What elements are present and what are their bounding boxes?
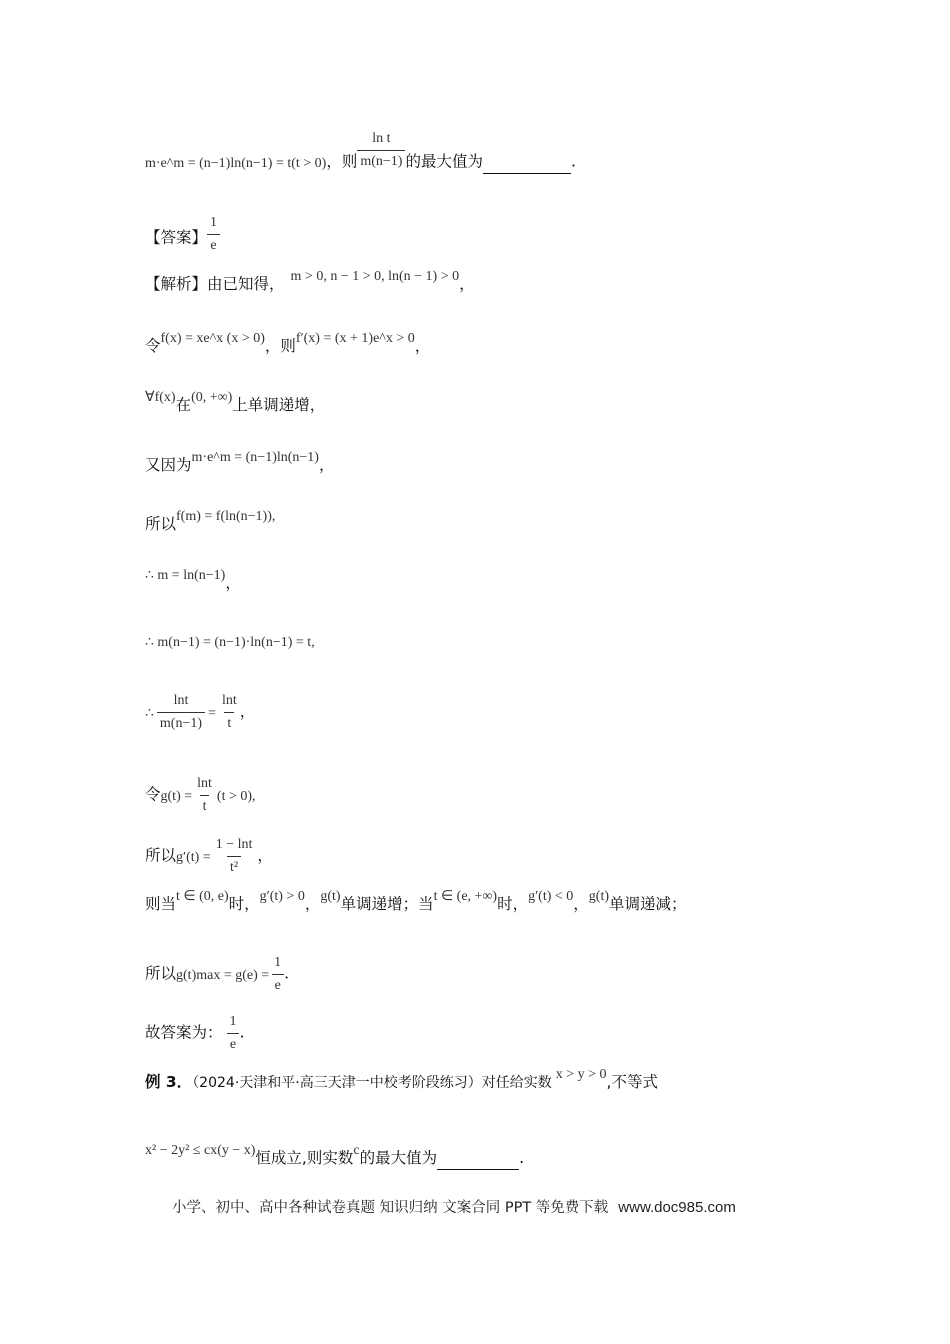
fraction-numerator: lnt	[173, 693, 189, 708]
text: 时，	[497, 895, 529, 913]
footer-text: 小学、初中、高中各种试卷真题 知识归纳 文案合同 PPT 等免费下载	[172, 1200, 609, 1216]
text: 所以	[145, 515, 177, 533]
text: 的最大值为	[405, 152, 483, 171]
text: 时，	[228, 895, 260, 913]
equation: m·e^m = (n−1)ln(n−1)	[191, 450, 319, 465]
answer-blank	[483, 151, 571, 174]
derivation-line	[145, 331, 431, 359]
fraction-denominator: t²	[227, 856, 241, 879]
equation: f(x) = xe^x (x > 0)	[160, 331, 265, 346]
equation: f(m) = f(ln(n−1)),	[176, 509, 276, 524]
derivation-line	[145, 509, 276, 537]
text: 则当	[145, 895, 177, 913]
equation: g(t) =	[160, 788, 193, 804]
fraction-denominator: e	[272, 974, 284, 997]
fraction-numerator: lnt	[221, 693, 237, 708]
text: .	[570, 152, 576, 171]
equation: g(t)	[588, 889, 609, 904]
fraction-numerator: 1	[210, 215, 218, 230]
equals-sign: =	[208, 705, 216, 721]
equation: g′(t) =	[176, 849, 211, 865]
equation: t ∈ (e, +∞)	[433, 889, 498, 904]
text: ，	[225, 574, 241, 592]
fraction	[157, 690, 205, 735]
fraction	[194, 773, 215, 818]
equation: ∴ m = ln(n−1)	[145, 568, 226, 583]
text: 所以	[145, 964, 177, 983]
fraction	[213, 834, 256, 879]
equation: m > 0, n − 1 > 0, ln(n − 1) > 0	[290, 269, 460, 284]
fraction-denominator: e	[227, 1033, 239, 1056]
text: ，	[257, 846, 273, 865]
text: ，	[414, 337, 431, 355]
text: 单调递增；当	[340, 895, 434, 913]
derivation-line	[145, 690, 255, 735]
answer-label: 【答案】	[145, 228, 208, 247]
fraction-numerator: 1 − lnt	[215, 837, 253, 852]
equation: x > y > 0	[555, 1067, 607, 1082]
text: 又因为	[145, 456, 192, 474]
example-heading	[145, 1067, 658, 1095]
equation: ∴ m(n−1) = (n−1)·ln(n−1) = t,	[145, 635, 315, 650]
fraction-denominator: t	[224, 712, 234, 735]
derivation-line	[145, 889, 687, 917]
text: ，则	[326, 152, 358, 171]
derivation-line	[145, 834, 273, 879]
equation: c	[353, 1143, 360, 1158]
equation: g′(t) < 0	[528, 889, 574, 904]
analysis-label: 【解析】	[145, 275, 208, 293]
text: .	[519, 1149, 525, 1167]
fraction	[219, 690, 240, 735]
text: 所以	[145, 846, 177, 865]
text: ，	[304, 895, 321, 913]
example-question	[145, 1143, 525, 1171]
analysis-line	[145, 269, 475, 297]
text: ，则	[264, 337, 296, 355]
text: （2024·天津和平·高三天津一中校考阶段练习）对任给实数	[192, 1075, 552, 1091]
text: 单调递减；	[609, 895, 687, 913]
text: ,不等式	[606, 1073, 658, 1091]
fraction-numerator: ln t	[372, 131, 391, 146]
equation: m·e^m = (n−1)ln(n−1) = t(t > 0)	[145, 155, 327, 171]
fraction-denominator: e	[207, 234, 219, 257]
text: 在	[175, 396, 192, 414]
answer-line	[145, 216, 220, 261]
derivation-line	[145, 390, 326, 418]
text: 恒成立,则实数	[255, 1149, 354, 1167]
fraction-denominator: m(n−1)	[357, 150, 405, 173]
answer-blank	[437, 1147, 519, 1170]
derivation-line	[145, 630, 315, 654]
equation: (0, +∞)	[191, 390, 233, 405]
derivation-line	[145, 568, 241, 596]
text: 的最大值为	[359, 1149, 438, 1167]
derivation-line	[145, 773, 256, 818]
equation: f′(x) = (x + 1)e^x > 0	[295, 331, 415, 346]
equation: g(t)max = g(e) =	[176, 967, 270, 983]
equation: ∀f(x)	[145, 390, 176, 405]
question-line-1	[145, 131, 576, 185]
text: 由已知得，	[207, 275, 285, 293]
fraction-denominator: t	[200, 795, 210, 818]
fraction	[227, 1011, 240, 1056]
derivation-line	[145, 450, 335, 478]
text: ，	[459, 275, 475, 293]
text: 令	[145, 337, 161, 355]
fraction	[207, 212, 220, 257]
text: .	[239, 1023, 245, 1042]
equation: (t > 0),	[216, 788, 256, 804]
derivation-line	[145, 952, 289, 997]
equation: t ∈ (0, e)	[176, 889, 229, 904]
page-footer	[172, 1196, 736, 1217]
equation: x² − 2y² ≤ cx(y − x)	[145, 1143, 256, 1158]
text: ，	[318, 456, 335, 474]
footer-link[interactable]: www.doc985.com	[618, 1199, 736, 1216]
text: 故答案为：	[145, 1023, 223, 1042]
fraction-numerator: 1	[274, 955, 282, 970]
text: ，	[239, 702, 256, 721]
text: 令	[145, 785, 161, 804]
equation: g(t)	[320, 889, 341, 904]
text: 上单调递增，	[232, 396, 326, 414]
fraction	[357, 128, 405, 173]
fraction-numerator: lnt	[197, 776, 212, 791]
text: ，	[573, 895, 589, 913]
text: .	[284, 964, 290, 983]
answer-summary-line	[145, 1011, 244, 1056]
fraction	[271, 952, 284, 997]
therefore-symbol: ∴	[145, 705, 154, 721]
example-label: 例 3．	[145, 1073, 193, 1091]
equation: g′(t) > 0	[259, 889, 305, 904]
fraction-denominator: m(n−1)	[157, 712, 205, 735]
fraction-numerator: 1	[229, 1014, 237, 1029]
